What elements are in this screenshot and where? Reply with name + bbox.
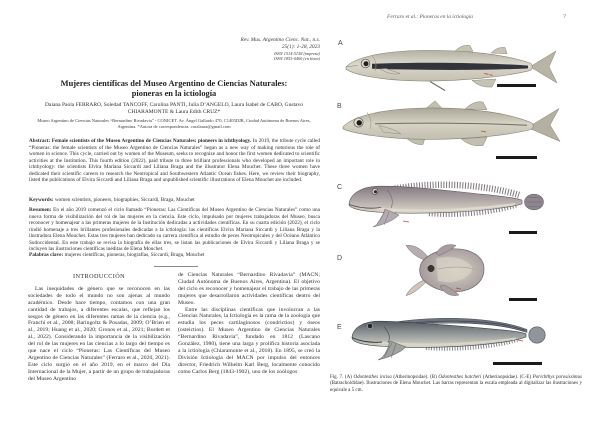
introduction-section [28, 272, 320, 383]
intro-heading: INTRODUCCIÓN [73, 273, 125, 280]
figure-panel-label-a: A [338, 40, 343, 47]
intro-column-1 [28, 272, 170, 383]
intro-col2-paragraph1: de Ciencias Naturales “Bernardino Rivadavia” (MACN; Ciudad Autónoma de Buenos Aires, Argentina). El objetivo del ciclo es reconocer y homenajear el trabajo de las primeras mujeres que desarrollaron actividades científicas dentro del Museo. [178, 272, 320, 306]
abstract-label: Abstract: Female scientists of the Museo Argentino de Ciencias Naturales: pioneers in ichthyology. [29, 138, 252, 144]
caption-species-b: Odontesthes hatcheri [438, 375, 482, 380]
keywords-label: Keywords: [29, 197, 54, 203]
page-number: 7 [563, 14, 566, 20]
intro-column-2 [178, 272, 320, 383]
figure-panel-label-b: B [337, 103, 342, 110]
resumen [29, 207, 320, 253]
fish-d-illustration [398, 242, 486, 298]
keywords [29, 197, 320, 204]
caption-seg-2: (Atherinopsidae). (B) [391, 375, 439, 380]
scale-bar-b [496, 156, 537, 159]
palabras-clave-label: Palabras clave: [29, 252, 64, 258]
citation-issue: 25(1): 1-28, 2023 [281, 43, 320, 50]
caption-seg-1: Fig. 7. (A) [330, 375, 354, 380]
author-list: Daiana Paola FERRARO, Soledad TANCOFF, Carolina PANTI, Julia D’ANGELO, Laura Isabel de CABO, Gustavo CHIARAMONTE & Laura Edith CRUZ* [45, 102, 303, 115]
figure-panel-label-c: C [337, 184, 343, 191]
section-divider [154, 266, 198, 267]
abstract [29, 138, 320, 184]
scale-bar-e [493, 362, 542, 365]
figure-caption [330, 375, 582, 394]
resumen-text: En el año 2019 comenzó el ciclo llamado “Pioneras: Las Científicas del Museo Argentino de Ciencias Naturales” como una nueva forma de visibilización del rol de las mujeres en la ciencia. Este ciclo, impulsado por mujeres trabajadoras del Museo, busca reconocer y homenajear a las primeras mujeres de la Institución dedicadas a actividades científicas. En su cuarta edición (2022), el ciclo rindió homenaje a tres brillantes profesionales dedicadas a la ictiología: las científicas Elvira Mariana Siccardi y Liliana Braga y la ilustradora Elena Mouchet. Estas tres mujeres han dedicado su carrera científica al estudio de peces Neotropicales y del Océano Atlántico Sudoccidental. En este trabajo se revisa la biografía de ellas tres, se listan las publicaciones de Elvira Siccardi y Liliana Braga y se incluyen las ilustraciones científicas inéditas de Elena Mouchet. [29, 207, 320, 253]
citation-block [120, 37, 320, 62]
resumen-label: Resumen: [29, 207, 52, 213]
caption-species-a: Odontesthes incisa [353, 375, 392, 380]
intro-col1-paragraph: Las inequidades de género que se reconocen en las sociedades de todo el mundo no son ajenas al mundo académico. Desde hace tiempo, contamos con una gran cantidad de trabajos, a diferentes escalas, que reflejan los sesgos de género en las diferentes ramas de la ciencia (e.g., Franchi et al., 2008; Baringoltz & Posadas, 2009; O’Brien et al., 2019; Huang et al., 2020; Gronos et al., 2021; Burdett et al., 2022). Considerando la importancia de la visibilización del rol de las mujeres en las ciencias a lo largo del tiempo es que nace el ciclo “Pioneras: Las Científicas del Museo Argentino de Ciencias Naturales” (Ferraro et al., 2020, 2021). Este ciclo surgió en el año 2019, en el marco del Día Internacional de la Mujer, a partir de un grupo de trabajadoras del Museo Argentino [28, 285, 170, 382]
scale-bar-c [509, 231, 537, 234]
intro-col2-paragraph2: Entre las disciplinas científicas que involucran a las Ciencias Naturales, la Ictiología es la rama de la zoología que estudia los peces cartilaginosos (condrictios) y óseos (osteictios). El Museo Argentino de Ciencias Naturales “Bernardino Rivadavia”, fundado en 1812 (Lascano González, 1980), tiene una larga y prolífica historia asociada a la ictiología (Chiaramonte et al., 2018). En 1895, se creó la División Ictiología del MACN por impulso del entonces director, Friedrich Wilhelm Karl Berg, localmente conocido como Carlos Berg (1843-1902), uno de los zoólogos [178, 306, 320, 375]
palabras-clave [29, 252, 320, 259]
fish-c-illustration [347, 177, 545, 235]
caption-seg-4: (Batrachoididae). Ilustraciones de Elena Mouchet. Las barras representan la escala empleada al digitalizar las ilustraciones y equivale a 5 cm. [330, 381, 582, 393]
figure-panel-c [347, 177, 545, 235]
article-title-line2: pioneras en la ictiología [131, 89, 217, 98]
figure-panel-label-d: D [337, 255, 343, 262]
scale-bar-d [509, 298, 537, 301]
caption-seg-3: (Atherinopsidae). (C-E) [481, 375, 533, 380]
figure-panel-b [341, 100, 561, 148]
affiliation: Museo Argentino de Ciencias Naturales “Bernardino Rivadavia” - CONICET. Av. Ángel Gallardo 470, C1405DJR, Ciudad Autónoma de Buenos Aires, Argentina. *Autora de correspondencia: cruzlaura@gmail.com [37, 118, 311, 129]
running-header: Ferraro et al.: Pioneras en la ictiología [387, 14, 473, 20]
citation-issn-online: ISSN 1853-0400 (en línea) [274, 56, 320, 62]
palabras-clave-text: mujeres científicas, pioneras, biografías, Siccardi, Braga, Mouchet [63, 252, 205, 258]
figure-panel-label-e: E [337, 324, 342, 331]
abstract-text: In 2019, the tribute cycle called “Pioneras: the female scientists of the Museo Argentino de Ciencias Naturales” began as a new way of making notorious the role of women in science. This cycle, carried out by women of the Museum, seeks to recognize and honor the first women dedicated to scientific activities at the Institution. This fourth edition (2022), paid tribute to three brilliant professionals who developed an important role in ichthyology: the scientists Elvira Mariana Siccardi and Liliana Braga and the illustrator Elena Mouchet. These three women have dedicated their scientific careers to research the Neotropical and Southwestern Atlantic Ocean fishes. Here, we review their biography, listed the publications of Elvira Siccardi and Liliana Braga and unpublished scientific illustrations of Elena Mouchet are included. [29, 138, 320, 184]
figure-panel-d [398, 242, 486, 298]
article-title-line1: Mujeres científicas del Museo Argentino de Ciencias Naturales: [60, 79, 288, 88]
fish-e-illustration [350, 313, 548, 361]
article-title [28, 79, 320, 99]
caption-species-ce: Porichthys porosissimus [532, 375, 582, 380]
citation-journal: Rev. Mus. Argentino Cienc. Nat., n.s. [240, 37, 320, 43]
fish-b-illustration [341, 100, 561, 148]
scale-bar-a [497, 84, 536, 87]
keywords-text: women scientists, pioneers, biographies, Siccardi, Braga, Mouchet [53, 197, 195, 203]
figure-panel-e [350, 313, 548, 361]
citation-issn-print: ISSN 1514-5158 (impresa) [274, 50, 320, 56]
